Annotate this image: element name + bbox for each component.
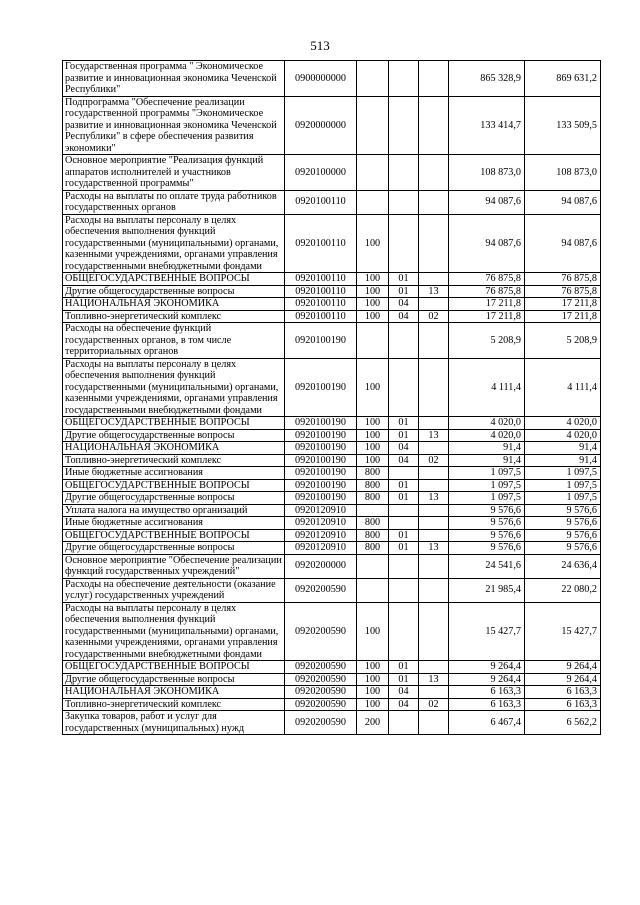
row-amount-year-2: 17 211,8 (525, 310, 601, 323)
row-target-code: 0920200590 (285, 661, 357, 674)
table-row (63, 578, 601, 602)
row-subsection (419, 273, 449, 286)
row-amount-year-2: 76 875,8 (525, 285, 601, 298)
row-amount-year-2: 9 576,6 (525, 542, 601, 555)
table-row (63, 467, 601, 480)
row-amount-year-1: 4 020,0 (449, 429, 525, 442)
row-amount-year-1: 17 211,8 (449, 310, 525, 323)
row-amount-year-1: 9 576,6 (449, 529, 525, 542)
row-amount-year-1: 76 875,8 (449, 285, 525, 298)
row-amount-year-1: 91,4 (449, 442, 525, 455)
row-name: Подпрограмма "Обеспечение реализации государственной программы "Экономическое развитие и инновационная экономика Чеченской Республики" в сфере обеспечения развития экономики" (63, 96, 285, 155)
row-subsection (419, 323, 449, 359)
row-name: Уплата налога на имущество организаций (63, 504, 285, 517)
row-section (389, 467, 419, 480)
row-expense-type: 200 (357, 711, 389, 735)
budget-table (62, 60, 601, 735)
row-section: 01 (389, 273, 419, 286)
row-name: Иные бюджетные ассигнования (63, 517, 285, 530)
row-name: ОБЩЕГОСУДАРСТВЕННЫЕ ВОПРОСЫ (63, 417, 285, 430)
row-section (389, 190, 419, 214)
row-amount-year-1: 15 427,7 (449, 602, 525, 661)
row-target-code: 0920100190 (285, 429, 357, 442)
row-section: 01 (389, 417, 419, 430)
row-amount-year-2: 24 636,4 (525, 554, 601, 578)
row-section (389, 504, 419, 517)
row-target-code: 0920100110 (285, 285, 357, 298)
row-amount-year-2: 5 208,9 (525, 323, 601, 359)
row-subsection (419, 417, 449, 430)
row-subsection: 02 (419, 698, 449, 711)
row-amount-year-1: 108 873,0 (449, 155, 525, 191)
row-section (389, 61, 419, 97)
row-target-code: 0920200590 (285, 698, 357, 711)
row-amount-year-1: 9 264,4 (449, 661, 525, 674)
table-row (63, 429, 601, 442)
row-amount-year-2: 1 097,5 (525, 479, 601, 492)
table-row (63, 214, 601, 273)
row-expense-type: 100 (357, 454, 389, 467)
row-section (389, 554, 419, 578)
row-target-code: 0920120910 (285, 529, 357, 542)
table-row (63, 298, 601, 311)
row-expense-type: 100 (357, 298, 389, 311)
row-amount-year-2: 4 111,4 (525, 358, 601, 417)
row-subsection: 13 (419, 492, 449, 505)
row-subsection (419, 517, 449, 530)
row-name: Расходы на выплаты персоналу в целях обеспечения выполнения функций государственными (муниципальными) органами, казенными учреждениями, органами управления государственными внебюджетными фондами (63, 214, 285, 273)
table-row (63, 310, 601, 323)
row-target-code: 0920100110 (285, 310, 357, 323)
row-amount-year-2: 76 875,8 (525, 273, 601, 286)
row-subsection: 13 (419, 673, 449, 686)
row-amount-year-2: 9 576,6 (525, 517, 601, 530)
row-amount-year-2: 133 509,5 (525, 96, 601, 155)
row-amount-year-2: 1 097,5 (525, 467, 601, 480)
row-amount-year-1: 9 576,6 (449, 542, 525, 555)
row-name: ОБЩЕГОСУДАРСТВЕННЫЕ ВОПРОСЫ (63, 273, 285, 286)
row-amount-year-1: 6 467,4 (449, 711, 525, 735)
row-amount-year-1: 6 163,3 (449, 686, 525, 699)
row-subsection (419, 711, 449, 735)
row-name: Расходы на выплаты персоналу в целях обеспечения выполнения функций государственными (муниципальными) органами, казенными учреждениями, органами управления государственными внебюджетными фондами (63, 358, 285, 417)
row-expense-type: 800 (357, 467, 389, 480)
row-name: Топливно-энергетический комплекс (63, 310, 285, 323)
row-target-code: 0920120910 (285, 542, 357, 555)
row-subsection (419, 467, 449, 480)
row-amount-year-1: 9 576,6 (449, 517, 525, 530)
row-section: 01 (389, 529, 419, 542)
table-row (63, 190, 601, 214)
table-row (63, 673, 601, 686)
row-target-code: 0920120910 (285, 517, 357, 530)
row-section: 04 (389, 686, 419, 699)
row-subsection (419, 504, 449, 517)
page-number: 513 (310, 38, 330, 53)
row-amount-year-2: 108 873,0 (525, 155, 601, 191)
row-target-code: 0920100190 (285, 467, 357, 480)
row-expense-type: 100 (357, 273, 389, 286)
row-target-code: 0900000000 (285, 61, 357, 97)
row-section: 01 (389, 542, 419, 555)
row-name: Расходы на обеспечение деятельности (оказание услуг) государственных учреждений (63, 578, 285, 602)
row-subsection (419, 96, 449, 155)
row-target-code: 0920100190 (285, 454, 357, 467)
row-section: 01 (389, 673, 419, 686)
row-expense-type: 100 (357, 686, 389, 699)
row-target-code: 0920200000 (285, 554, 357, 578)
row-target-code: 0920100190 (285, 417, 357, 430)
row-amount-year-1: 4 020,0 (449, 417, 525, 430)
row-amount-year-2: 869 631,2 (525, 61, 601, 97)
row-target-code: 0920100190 (285, 358, 357, 417)
row-amount-year-1: 17 211,8 (449, 298, 525, 311)
table-row (63, 504, 601, 517)
table-row (63, 442, 601, 455)
row-section: 04 (389, 442, 419, 455)
row-target-code: 0920200590 (285, 711, 357, 735)
row-section (389, 323, 419, 359)
row-section (389, 96, 419, 155)
row-amount-year-1: 21 985,4 (449, 578, 525, 602)
table-row (63, 417, 601, 430)
row-subsection (419, 554, 449, 578)
row-name: Другие общегосударственные вопросы (63, 542, 285, 555)
row-target-code: 0920100190 (285, 492, 357, 505)
row-amount-year-1: 5 208,9 (449, 323, 525, 359)
row-expense-type: 800 (357, 542, 389, 555)
row-amount-year-2: 22 080,2 (525, 578, 601, 602)
row-expense-type: 100 (357, 602, 389, 661)
row-amount-year-1: 76 875,8 (449, 273, 525, 286)
row-section: 01 (389, 492, 419, 505)
row-amount-year-1: 6 163,3 (449, 698, 525, 711)
table-row (63, 285, 601, 298)
row-amount-year-1: 91,4 (449, 454, 525, 467)
row-amount-year-2: 1 097,5 (525, 492, 601, 505)
row-subsection (419, 479, 449, 492)
row-name: Расходы на выплаты персоналу в целях обеспечения выполнения функций государственными (муниципальными) органами, казенными учреждениями, органами управления государственными внебюджетными фондами (63, 602, 285, 661)
row-name: Другие общегосударственные вопросы (63, 673, 285, 686)
row-subsection (419, 358, 449, 417)
table-row (63, 358, 601, 417)
row-target-code: 0920200590 (285, 686, 357, 699)
row-amount-year-2: 4 020,0 (525, 417, 601, 430)
row-amount-year-2: 94 087,6 (525, 214, 601, 273)
row-section: 04 (389, 298, 419, 311)
row-subsection (419, 661, 449, 674)
row-name: ОБЩЕГОСУДАРСТВЕННЫЕ ВОПРОСЫ (63, 479, 285, 492)
row-amount-year-2: 9 264,4 (525, 673, 601, 686)
row-section (389, 358, 419, 417)
row-expense-type (357, 61, 389, 97)
row-amount-year-2: 15 427,7 (525, 602, 601, 661)
table-row (63, 517, 601, 530)
row-target-code: 0920200590 (285, 578, 357, 602)
row-amount-year-1: 1 097,5 (449, 467, 525, 480)
row-expense-type: 100 (357, 285, 389, 298)
row-amount-year-2: 91,4 (525, 454, 601, 467)
row-name: НАЦИОНАЛЬНАЯ ЭКОНОМИКА (63, 686, 285, 699)
row-section: 01 (389, 661, 419, 674)
row-name: Другие общегосударственные вопросы (63, 429, 285, 442)
row-target-code: 0920100110 (285, 214, 357, 273)
row-amount-year-2: 6 163,3 (525, 686, 601, 699)
row-expense-type (357, 190, 389, 214)
table-row (63, 492, 601, 505)
row-section (389, 711, 419, 735)
row-expense-type: 100 (357, 417, 389, 430)
row-subsection (419, 61, 449, 97)
row-expense-type: 800 (357, 479, 389, 492)
table-row (63, 155, 601, 191)
row-expense-type (357, 578, 389, 602)
table-row (63, 542, 601, 555)
row-name: Расходы на обеспечение функций государственных органов, в том числе территориальных органов (63, 323, 285, 359)
row-section (389, 155, 419, 191)
row-subsection (419, 298, 449, 311)
row-amount-year-1: 4 111,4 (449, 358, 525, 417)
table-row (63, 686, 601, 699)
row-expense-type (357, 504, 389, 517)
row-target-code: 0920100110 (285, 190, 357, 214)
row-subsection (419, 602, 449, 661)
row-subsection (419, 214, 449, 273)
table-row (63, 554, 601, 578)
table-body (63, 61, 601, 735)
row-target-code: 0920120910 (285, 504, 357, 517)
row-amount-year-1: 133 414,7 (449, 96, 525, 155)
row-section (389, 578, 419, 602)
row-subsection (419, 190, 449, 214)
row-subsection (419, 578, 449, 602)
row-amount-year-2: 91,4 (525, 442, 601, 455)
row-subsection: 13 (419, 429, 449, 442)
row-subsection: 02 (419, 454, 449, 467)
row-section: 01 (389, 429, 419, 442)
row-amount-year-1: 1 097,5 (449, 492, 525, 505)
row-target-code: 0920000000 (285, 96, 357, 155)
row-section: 01 (389, 479, 419, 492)
row-name: Основное мероприятие "Обеспечение реализации функций государственных учреждений" (63, 554, 285, 578)
row-subsection (419, 442, 449, 455)
row-name: Топливно-энергетический комплекс (63, 454, 285, 467)
row-subsection (419, 529, 449, 542)
table-row (63, 454, 601, 467)
row-expense-type: 100 (357, 698, 389, 711)
row-subsection: 02 (419, 310, 449, 323)
row-amount-year-2: 9 576,6 (525, 504, 601, 517)
row-target-code: 0920100110 (285, 273, 357, 286)
row-name: Государственная программа " Экономическое развитие и инновационная экономика Чеченской Республики" (63, 61, 285, 97)
row-amount-year-2: 4 020,0 (525, 429, 601, 442)
row-expense-type: 100 (357, 429, 389, 442)
row-expense-type: 100 (357, 214, 389, 273)
row-expense-type: 800 (357, 492, 389, 505)
row-expense-type (357, 96, 389, 155)
row-expense-type: 100 (357, 661, 389, 674)
row-amount-year-2: 17 211,8 (525, 298, 601, 311)
row-target-code: 0920100190 (285, 479, 357, 492)
row-amount-year-2: 6 562,2 (525, 711, 601, 735)
row-subsection (419, 686, 449, 699)
row-amount-year-1: 865 328,9 (449, 61, 525, 97)
row-name: Другие общегосударственные вопросы (63, 285, 285, 298)
row-expense-type (357, 323, 389, 359)
row-name: Иные бюджетные ассигнования (63, 467, 285, 480)
row-expense-type: 100 (357, 358, 389, 417)
table-row (63, 711, 601, 735)
row-amount-year-1: 1 097,5 (449, 479, 525, 492)
row-name: Другие общегосударственные вопросы (63, 492, 285, 505)
row-expense-type: 100 (357, 310, 389, 323)
row-target-code: 0920100190 (285, 323, 357, 359)
table-row (63, 602, 601, 661)
table-row (63, 661, 601, 674)
row-section: 04 (389, 698, 419, 711)
row-subsection (419, 155, 449, 191)
row-section: 04 (389, 310, 419, 323)
row-expense-type (357, 155, 389, 191)
row-target-code: 0920200590 (285, 602, 357, 661)
row-section (389, 214, 419, 273)
row-expense-type: 100 (357, 673, 389, 686)
table-row (63, 479, 601, 492)
row-amount-year-1: 94 087,6 (449, 214, 525, 273)
row-section: 04 (389, 454, 419, 467)
table-row (63, 273, 601, 286)
row-amount-year-2: 6 163,3 (525, 698, 601, 711)
row-amount-year-1: 9 264,4 (449, 673, 525, 686)
row-name: Топливно-энергетический комплекс (63, 698, 285, 711)
table-row (63, 323, 601, 359)
row-amount-year-1: 24 541,6 (449, 554, 525, 578)
row-expense-type: 100 (357, 442, 389, 455)
row-section (389, 517, 419, 530)
table-row (63, 698, 601, 711)
row-name: ОБЩЕГОСУДАРСТВЕННЫЕ ВОПРОСЫ (63, 529, 285, 542)
row-target-code: 0920100110 (285, 298, 357, 311)
row-section: 01 (389, 285, 419, 298)
row-amount-year-2: 94 087,6 (525, 190, 601, 214)
row-expense-type: 800 (357, 517, 389, 530)
row-section (389, 602, 419, 661)
row-expense-type: 800 (357, 529, 389, 542)
row-amount-year-2: 9 264,4 (525, 661, 601, 674)
table-row (63, 529, 601, 542)
row-name: Основное мероприятие "Реализация функций аппаратов исполнителей и участников государственной программы" (63, 155, 285, 191)
table-row (63, 61, 601, 97)
row-name: Закупка товаров, работ и услуг для государственных (муниципальных) нужд (63, 711, 285, 735)
row-amount-year-2: 9 576,6 (525, 529, 601, 542)
row-target-code: 0920200590 (285, 673, 357, 686)
row-amount-year-1: 94 087,6 (449, 190, 525, 214)
table-row (63, 96, 601, 155)
row-target-code: 0920100190 (285, 442, 357, 455)
row-name: НАЦИОНАЛЬНАЯ ЭКОНОМИКА (63, 442, 285, 455)
row-name: Расходы на выплаты по оплате труда работников государственных органов (63, 190, 285, 214)
row-name: НАЦИОНАЛЬНАЯ ЭКОНОМИКА (63, 298, 285, 311)
row-target-code: 0920100000 (285, 155, 357, 191)
row-subsection: 13 (419, 542, 449, 555)
row-amount-year-1: 9 576,6 (449, 504, 525, 517)
row-name: ОБЩЕГОСУДАРСТВЕННЫЕ ВОПРОСЫ (63, 661, 285, 674)
row-expense-type (357, 554, 389, 578)
row-subsection: 13 (419, 285, 449, 298)
